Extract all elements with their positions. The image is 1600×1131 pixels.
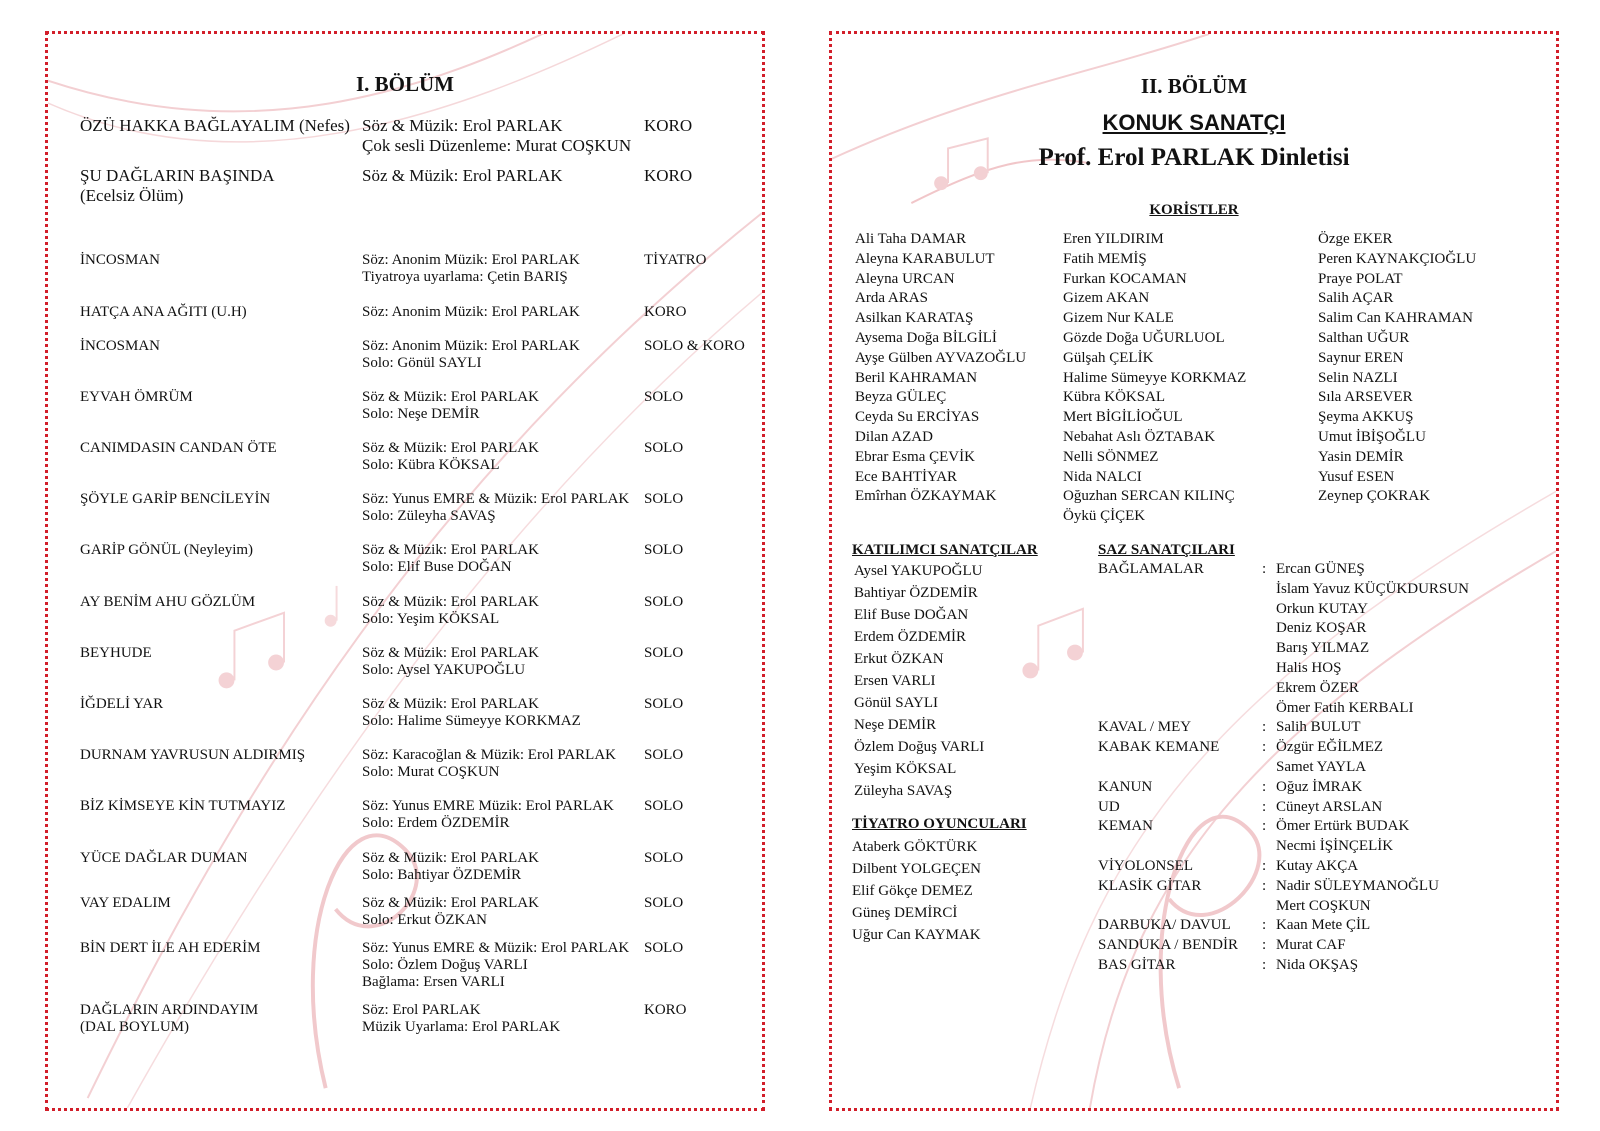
song-title: [80, 389, 370, 406]
player-name: Ercan GÜNEŞ: [1276, 561, 1365, 577]
song-title: [80, 116, 370, 136]
song-title: [80, 850, 370, 867]
chorister-name: Beril KAHRAMAN: [855, 369, 978, 386]
chorister-name: Umut İBİŞOĞLU: [1318, 428, 1426, 445]
song-credits: [362, 594, 662, 628]
participants-list: [854, 560, 984, 802]
credit-line: Söz: Yunus EMRE & Müzik: Erol PARLAK: [362, 940, 630, 956]
performance-type: SOLO: [644, 747, 684, 763]
chorister-name: Gözde Doğa UĞURLUOL: [1063, 329, 1225, 346]
instrument-colon: :: [1262, 937, 1267, 954]
player-name: Salih BULUT: [1276, 719, 1361, 736]
performance-type: SOLO & KORO: [644, 338, 745, 354]
player-name: Kutay AKÇA: [1276, 858, 1359, 874]
instrument-name: KEMAN: [1098, 818, 1153, 835]
song-title: [80, 1002, 370, 1036]
instrument-name: SANDUKA / BENDİR: [1098, 937, 1239, 954]
instrument-players: [1276, 857, 1358, 877]
credit-line: Solo: Züleyha SAVAŞ: [362, 508, 496, 524]
chorister-name: Şeyma AKKUŞ: [1318, 409, 1414, 426]
chorister-name: Kübra KÖKSAL: [1063, 389, 1166, 406]
chorister-name: Eren YILDIRIM: [1063, 231, 1164, 247]
instrument-colon: :: [1262, 798, 1267, 815]
song-credits: [362, 696, 662, 730]
performance-type: KORO: [644, 304, 687, 320]
performance-type: SOLO: [644, 798, 684, 814]
instrument-colon: :: [1262, 739, 1267, 756]
participant-name: Ersen VARLI: [854, 673, 936, 689]
credit-line: Solo: Elif Buse DOĞAN: [362, 559, 512, 575]
song-title: [80, 594, 370, 611]
guest-artist-heading: KONUK SANATÇI: [1102, 110, 1286, 135]
song-title-line: ŞÖYLE GARİP BENCİLEYİN: [80, 491, 271, 507]
chorister-name: Yusuf ESEN: [1318, 468, 1395, 485]
recital-title: Prof. Erol PARLAK Dinletisi: [1038, 144, 1350, 171]
instrument-players: [1276, 916, 1370, 936]
song-title: [80, 252, 370, 269]
credit-line: Söz: Anonim Müzik: Erol PARLAK: [362, 304, 580, 320]
credit-line: Tiyatroya uyarlama: Çetin BARIŞ: [362, 269, 568, 285]
song-credits: [362, 542, 662, 576]
chorister-name: Salim Can KAHRAMAN: [1318, 310, 1474, 327]
instrument-name: KLASİK GİTAR: [1098, 877, 1202, 894]
credit-line: Söz & Müzik: Erol PARLAK: [362, 696, 539, 712]
credit-line: Söz: Anonim Müzik: Erol PARLAK: [362, 252, 580, 268]
song-title: [80, 542, 370, 559]
chorister-name: Ece BAHTİYAR: [855, 468, 958, 485]
song-title-line: GARİP GÖNÜL (Neyleyim): [80, 542, 254, 558]
song-title: [80, 304, 370, 321]
credit-line: Söz & Müzik: Erol PARLAK: [362, 440, 539, 456]
program-page-part-2: [829, 31, 1559, 1111]
song-title: [80, 645, 370, 662]
chorister-name: Öykü ÇİÇEK: [1063, 508, 1146, 525]
player-name: Barış YILMAZ: [1276, 640, 1370, 657]
chorister-name: Sıla ARSEVER: [1318, 389, 1413, 406]
song-title: [80, 940, 370, 957]
player-name: Orkun KUTAY: [1276, 600, 1368, 617]
song-title-line: DAĞLARIN ARDINDAYIM: [80, 1002, 259, 1018]
song-title: [80, 747, 370, 764]
chorister-name: Furkan KOCAMAN: [1063, 270, 1187, 287]
chorister-name: Peren KAYNAKÇIOĞLU: [1318, 250, 1477, 267]
chorister-name: Ayşe Gülben AYVAZOĞLU: [855, 349, 1027, 366]
chorister-name: Asilkan KARATAŞ: [855, 310, 974, 327]
song-title-line: CANIMDASIN CANDAN ÖTE: [80, 440, 277, 456]
instrument-name: BAĞLAMALAR: [1098, 561, 1204, 577]
chorister-name: Salih AÇAR: [1318, 290, 1394, 307]
credit-line: Solo: Bahtiyar ÖZDEMİR: [362, 867, 522, 883]
participants-heading: KATILIMCI SANATÇILAR: [852, 542, 1038, 558]
chorister-name: Zeynep ÇOKRAK: [1318, 488, 1431, 505]
song-title: [80, 440, 370, 457]
chorister-name: Ceyda Su ERCİYAS: [855, 409, 980, 426]
song-title-line: (Ecelsiz Ölüm): [80, 186, 184, 205]
part-2-title: II. BÖLÜM: [1140, 74, 1248, 98]
song-title-line: ŞU DAĞLARIN BAŞINDA: [80, 166, 275, 185]
player-name: Özgür EĞİLMEZ: [1276, 739, 1384, 756]
chorister-name: Selin NAZLI: [1318, 369, 1398, 386]
theatre-heading: TİYATRO OYUNCULARI: [852, 816, 1027, 832]
chorister-name: Gizem Nur KALE: [1063, 310, 1174, 327]
instrument-name: BAS GİTAR: [1098, 957, 1176, 973]
instrument-colon: :: [1262, 858, 1267, 874]
song-credits: [362, 252, 662, 286]
chorister-name: Gizem AKAN: [1063, 290, 1150, 307]
actor-name: Ataberk GÖKTÜRK: [852, 839, 978, 855]
chorister-name: Özge EKER: [1318, 231, 1393, 247]
instrument-name: KABAK KEMANE: [1098, 739, 1220, 756]
song-title-line: HATÇA ANA AĞITI (U.H): [80, 304, 247, 320]
credit-line: Söz & Müzik: Erol PARLAK: [362, 895, 539, 911]
song-credits: [362, 116, 662, 156]
song-title-line: EYVAH ÖMRÜM: [80, 389, 193, 405]
participant-name: Aysel YAKUPOĞLU: [854, 563, 983, 579]
chorister-name: Aleyna KARABULUT: [855, 250, 995, 267]
choristers-heading: KORİSTLER: [1149, 202, 1239, 218]
chorister-name: Aysema Doğa BİLGİLİ: [855, 329, 997, 346]
song-title-line: AY BENİM AHU GÖZLÜM: [80, 594, 256, 610]
instrument-colon: :: [1262, 818, 1267, 835]
credit-line: Çok sesli Düzenleme: Murat COŞKUN: [362, 136, 632, 155]
credit-line: Solo: Yeşim KÖKSAL: [362, 611, 500, 627]
credit-line: Söz & Müzik: Erol PARLAK: [362, 594, 539, 610]
credit-line: Söz & Müzik: Erol PARLAK: [362, 645, 539, 661]
chorister-name: Salthan UĞUR: [1318, 329, 1410, 346]
performance-type: KORO: [644, 1002, 687, 1018]
chorister-name: Arda ARAS: [855, 290, 928, 307]
actor-name: Uğur Can KAYMAK: [852, 927, 981, 943]
song-credits: [362, 645, 662, 679]
credit-line: Solo: Kübra KÖKSAL: [362, 457, 500, 473]
song-title-line: İNCOSMAN: [80, 338, 161, 354]
instrument-players: [1276, 798, 1382, 818]
chorister-name: Beyza GÜLEÇ: [855, 389, 947, 406]
instrument-players: [1276, 956, 1358, 976]
chorister-name: Halime Sümeyye KORKMAZ: [1063, 369, 1247, 386]
credit-line: Solo: Özlem Doğuş VARLI: [362, 957, 528, 973]
song-credits: [362, 798, 662, 832]
performance-type: SOLO: [644, 645, 684, 661]
actor-name: Dilbent YOLGEÇEN: [852, 861, 982, 877]
instrument-name: UD: [1098, 798, 1120, 815]
chorister-name: Yasin DEMİR: [1318, 448, 1404, 465]
song-credits: [362, 747, 662, 781]
credit-line: Söz & Müzik: Erol PARLAK: [362, 389, 539, 405]
player-name: İslam Yavuz KÜÇÜKDURSUN: [1276, 580, 1469, 597]
saz-heading: SAZ SANATÇILARI: [1098, 542, 1235, 558]
song-title: [80, 895, 370, 912]
instrument-colon: :: [1262, 877, 1267, 894]
participant-name: Yeşim KÖKSAL: [854, 761, 957, 777]
song-credits: [362, 1002, 662, 1036]
performance-type: SOLO: [644, 696, 684, 712]
actor-name: Güneş DEMİRCİ: [852, 905, 958, 921]
choristers-column-1: [855, 230, 1026, 507]
song-credits: [362, 940, 662, 991]
player-name: Ekrem ÖZER: [1276, 679, 1359, 696]
chorister-name: Fatih MEMİŞ: [1063, 250, 1147, 267]
performance-type: SOLO: [644, 940, 684, 956]
instrument-name: KANUN: [1098, 778, 1153, 795]
performance-type: SOLO: [644, 895, 684, 911]
credit-line: Söz: Karacoğlan & Müzik: Erol PARLAK: [362, 747, 616, 763]
credit-line: Bağlama: Ersen VARLI: [362, 974, 505, 990]
participant-name: Özlem Doğuş VARLI: [854, 739, 985, 755]
song-title-line: BEYHUDE: [80, 645, 152, 661]
instrument-players: [1276, 817, 1409, 857]
choristers-column-3: [1318, 230, 1476, 507]
chorister-name: Ali Taha DAMAR: [855, 231, 967, 247]
chorister-name: Mert BİGİLİOĞUL: [1063, 409, 1183, 426]
credit-line: Söz & Müzik: Erol PARLAK: [362, 116, 563, 135]
song-title: [80, 166, 370, 206]
instrument-colon: :: [1262, 719, 1267, 736]
credit-line: Söz: Yunus EMRE & Müzik: Erol PARLAK: [362, 491, 630, 507]
song-title-line: İĞDELİ YAR: [80, 696, 164, 712]
player-name: Mert COŞKUN: [1276, 897, 1371, 914]
instrument-colon: :: [1262, 561, 1267, 577]
credit-line: Söz: Yunus EMRE Müzik: Erol PARLAK: [362, 798, 614, 814]
performance-type: SOLO: [644, 594, 684, 610]
performance-type: SOLO: [644, 491, 684, 507]
song-title: [80, 696, 370, 713]
chorister-name: Ebrar Esma ÇEVİK: [855, 448, 975, 465]
song-credits: [362, 895, 662, 929]
instrument-players: [1276, 936, 1346, 956]
song-title-line: ÖZÜ HAKKA BAĞLAYALIM (Nefes): [80, 116, 350, 135]
song-title-line: İNCOSMAN: [80, 252, 161, 268]
song-credits: [362, 389, 662, 423]
song-title-line: BİN DERT İLE AH EDERİM: [80, 940, 261, 956]
chorister-name: Nelli SÖNMEZ: [1063, 448, 1159, 465]
song-credits: [362, 440, 662, 474]
song-title: [80, 798, 370, 815]
performance-type: KORO: [644, 116, 693, 135]
instrument-players: [1276, 877, 1439, 917]
chorister-name: Nebahat Aslı ÖZTABAK: [1063, 428, 1216, 445]
instrument-name: VİYOLONSEL: [1098, 858, 1193, 874]
instrument-players: [1276, 738, 1383, 778]
song-credits: [362, 850, 662, 884]
performance-type: KORO: [644, 166, 693, 185]
participant-name: Bahtiyar ÖZDEMİR: [854, 585, 978, 601]
instrument-name: KAVAL / MEY: [1098, 719, 1192, 736]
chorister-name: Dilan AZAD: [855, 428, 933, 445]
chorister-name: Aleyna URCAN: [855, 270, 955, 287]
song-title-line: VAY EDALIM: [80, 895, 171, 911]
player-name: Oğuz İMRAK: [1276, 778, 1363, 795]
player-name: Cüneyt ARSLAN: [1276, 798, 1383, 815]
program-page-part-1: [45, 31, 765, 1111]
player-name: Ömer Fatih KERBALI: [1276, 699, 1414, 716]
performance-type: SOLO: [644, 440, 684, 456]
player-name: Halis HOŞ: [1276, 659, 1342, 676]
player-name: Samet YAYLA: [1276, 758, 1367, 775]
instrument-colon: :: [1262, 957, 1267, 973]
song-credits: [362, 491, 662, 525]
song-title-line: BİZ KİMSEYE KİN TUTMAYIZ: [80, 798, 286, 814]
player-name: Nadir SÜLEYMANOĞLU: [1276, 877, 1439, 894]
credit-line: Solo: Neşe DEMİR: [362, 406, 480, 422]
song-credits: [362, 338, 662, 372]
participant-name: Gönül SAYLI: [854, 695, 939, 711]
participant-name: Züleyha SAVAŞ: [854, 783, 953, 799]
chorister-name: Saynur EREN: [1318, 349, 1404, 366]
credit-line: Solo: Murat COŞKUN: [362, 764, 500, 780]
part-1-title: I. BÖLÜM: [355, 72, 454, 96]
instrument-colon: :: [1262, 778, 1267, 795]
credit-line: Söz & Müzik: Erol PARLAK: [362, 166, 563, 185]
performance-type: SOLO: [644, 850, 684, 866]
player-name: Kaan Mete ÇİL: [1276, 917, 1371, 934]
chorister-name: Oğuzhan SERCAN KILINÇ: [1063, 488, 1235, 505]
choristers-column-2: [1063, 230, 1246, 527]
credit-line: Söz & Müzik: Erol PARLAK: [362, 850, 539, 866]
credit-line: Söz & Müzik: Erol PARLAK: [362, 542, 539, 558]
credit-line: Solo: Aysel YAKUPOĞLU: [362, 662, 526, 678]
instrument-colon: :: [1262, 917, 1267, 934]
participant-name: Erdem ÖZDEMİR: [854, 629, 967, 645]
theatre-list: [852, 836, 981, 946]
song-title: [80, 338, 370, 355]
chorister-name: Nida NALCI: [1063, 468, 1142, 485]
instrument-players: [1276, 560, 1469, 718]
performance-type: TİYATRO: [644, 252, 707, 268]
song-credits: [362, 304, 662, 321]
song-title-line: DURNAM YAVRUSUN ALDIRMIŞ: [80, 747, 306, 763]
performance-type: SOLO: [644, 389, 684, 405]
credit-line: Söz: Erol PARLAK: [362, 1002, 481, 1018]
performance-type: SOLO: [644, 542, 684, 558]
player-name: Deniz KOŞAR: [1276, 620, 1367, 637]
credit-line: Solo: Gönül SAYLI: [362, 355, 482, 371]
credit-line: Solo: Erkut ÖZKAN: [362, 912, 487, 928]
participant-name: Neşe DEMİR: [854, 717, 937, 733]
song-title: [80, 491, 370, 508]
player-name: Necmi İŞİNÇELİK: [1276, 838, 1394, 855]
participant-name: Erkut ÖZKAN: [854, 651, 944, 667]
chorister-name: Praye POLAT: [1318, 270, 1403, 287]
instrument-name: DARBUKA/ DAVUL: [1098, 917, 1231, 934]
player-name: Murat CAF: [1276, 937, 1346, 954]
instrument-players: [1276, 778, 1362, 798]
credit-line: Solo: Halime Sümeyye KORKMAZ: [362, 713, 581, 729]
player-name: Nida OKŞAŞ: [1276, 957, 1359, 973]
song-title-line: (DAL BOYLUM): [80, 1019, 190, 1035]
actor-name: Elif Gökçe DEMEZ: [852, 883, 973, 899]
participant-name: Elif Buse DOĞAN: [854, 607, 969, 623]
song-title-line: YÜCE DAĞLAR DUMAN: [80, 850, 248, 866]
player-name: Ömer Ertürk BUDAK: [1276, 818, 1410, 835]
song-credits: [362, 166, 662, 186]
chorister-name: Emîrhan ÖZKAYMAK: [855, 488, 997, 505]
credit-line: Solo: Erdem ÖZDEMİR: [362, 815, 510, 831]
credit-line: Söz: Anonim Müzik: Erol PARLAK: [362, 338, 580, 354]
credit-line: Müzik Uyarlama: Erol PARLAK: [362, 1019, 561, 1035]
instrument-players: [1276, 718, 1361, 738]
chorister-name: Gülşah ÇELİK: [1063, 349, 1154, 366]
